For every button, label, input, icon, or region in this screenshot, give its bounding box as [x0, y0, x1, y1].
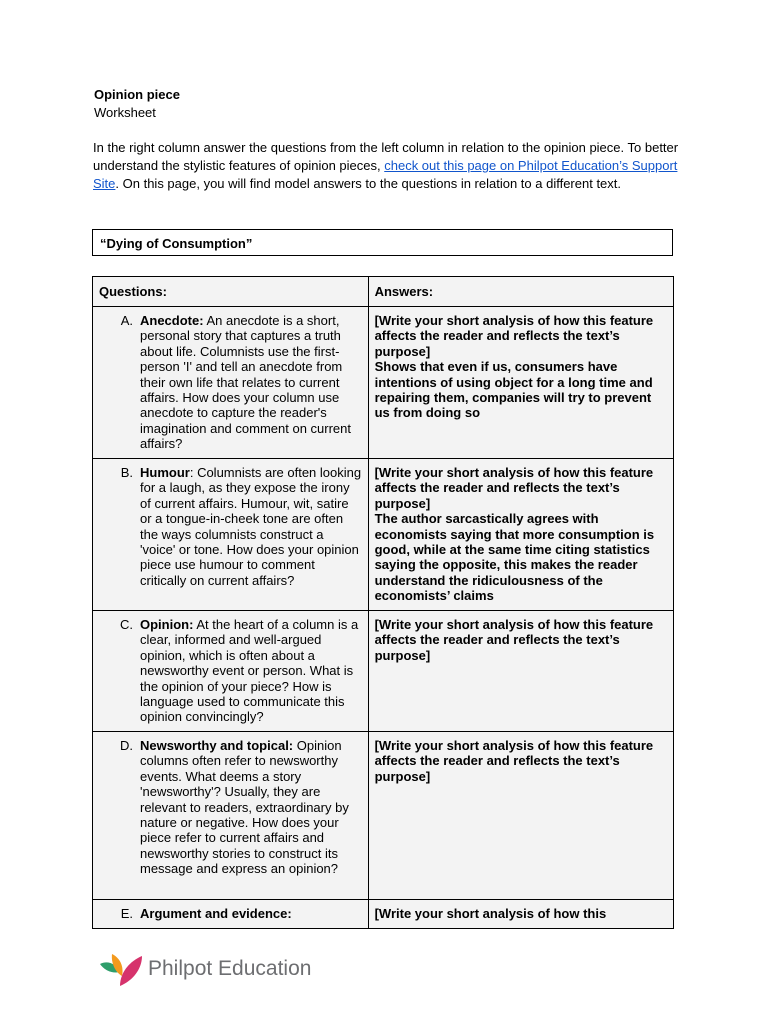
- page-title: Opinion piece: [94, 87, 180, 102]
- answer-text: Shows that even if us, consumers have intentions of using object for a long time and repairing them, companies will try to prevent us from doing so: [374, 359, 653, 421]
- page-subtitle: Worksheet: [94, 105, 156, 120]
- answer-prompt: [Write your short analysis of how this feature affects the reader and reflects the text’s purpose]: [374, 617, 654, 663]
- question-text: At the heart of a column is a clear, informed and well-argued opinion, which is often about a newsworthy event or person. What is the opinion of your piece? How is language used to communicate this opinion convincingly?: [140, 617, 359, 725]
- question-term: Anecdote:: [140, 313, 204, 328]
- question-letter: A.: [120, 313, 133, 328]
- answer-prompt: [Write your short analysis of how this feature affects the reader and reflects the text’s purpose]: [374, 465, 654, 511]
- table-row: [93, 459, 674, 611]
- table-header-row: [93, 277, 674, 307]
- table-row: [93, 611, 674, 732]
- question-cell: [93, 732, 369, 900]
- answer-text: The author sarcastically agrees with economists saying that more consumption is good, while at the same time citing statistics saying the opposite, this makes the reader understand the ridiculousness of the economists’ claims: [374, 511, 655, 604]
- text-title-box: “Dying of Consumption”: [92, 229, 673, 256]
- answer-cell[interactable]: [368, 611, 673, 732]
- question-term: Newsworthy and topical:: [140, 738, 294, 753]
- answer-cell[interactable]: [368, 732, 673, 900]
- intro-text-after: . On this page, you will find model answers to the questions in relation to a different text.: [115, 176, 622, 191]
- intro-paragraph: [93, 139, 683, 193]
- answer-prompt: [Write your short analysis of how this: [374, 906, 607, 921]
- table-row: [93, 900, 674, 929]
- question-cell: [93, 611, 369, 732]
- table-row: [93, 732, 674, 900]
- question-letter: B.: [120, 465, 133, 480]
- question-cell: [93, 900, 369, 929]
- logo-leaf-pink-icon: [120, 956, 142, 986]
- question-text: An anecdote is a short, personal story that captures a truth about life. Columnists use the first-person 'I' and tell an anecdote from their own life that relates to current affairs. How does your column use anecdote to capture the reader's imagination and comment on current affairs?: [140, 313, 352, 452]
- question-letter: D.: [120, 738, 133, 753]
- logo-text: Philpot Education: [148, 957, 312, 980]
- question-cell: [93, 459, 369, 611]
- intro-text-before: In the right column answer the questions from the left column in relation to the opinion piece. To better understand the stylistic features of opinion pieces,: [93, 140, 679, 173]
- question-letter: E.: [120, 906, 133, 921]
- table-row: [93, 307, 674, 459]
- answer-cell[interactable]: [368, 307, 673, 459]
- question-letter: C.: [120, 617, 133, 632]
- questions-header: Questions:: [93, 277, 369, 307]
- support-site-link[interactable]: check out this page on Philpot Education’s Support Site: [93, 158, 678, 191]
- question-cell: [93, 307, 369, 459]
- answer-cell[interactable]: [368, 900, 673, 929]
- answer-prompt: [Write your short analysis of how this feature affects the reader and reflects the text’s purpose]: [374, 738, 654, 784]
- logo-leaf-orange-icon: [112, 954, 123, 976]
- question-term: Argument and evidence:: [140, 906, 292, 921]
- question-term: Opinion:: [140, 617, 194, 632]
- question-text: Opinion columns often refer to newsworthy events. What deems a story 'newsworthy'? Usually, they are relevant to readers, extraordinary by nature or negative. How does your piece refer to current affairs and newsworthy stories to construct its message and express an opinion?: [140, 738, 349, 877]
- question-text: : Columnists are often looking for a laugh, as they expose the irony of current affairs. Humour, wit, satire or a tongue-in-cheek tone are often the ways columnists construct a 'voice' or tone. How does your opinion piece use humour to comment critically on current affairs?: [140, 465, 362, 588]
- questions-table: [92, 276, 674, 929]
- question-term: Humour: [140, 465, 190, 480]
- answer-cell[interactable]: [368, 459, 673, 611]
- answer-prompt: [Write your short analysis of how this feature affects the reader and reflects the text’s purpose]: [374, 313, 654, 359]
- answers-header: Answers:: [368, 277, 673, 307]
